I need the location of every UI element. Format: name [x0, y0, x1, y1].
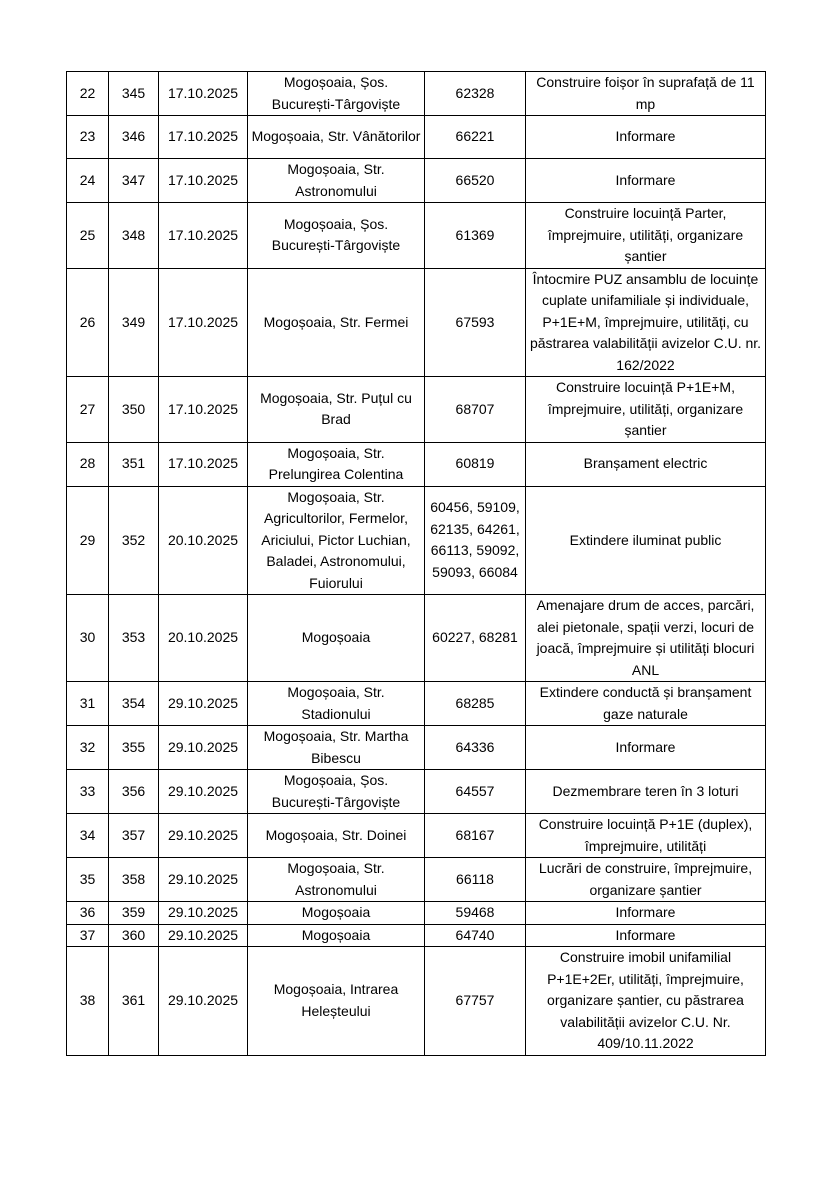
- location-cell: Mogoșoaia, Str. Prelungirea Colentina: [248, 442, 425, 486]
- registration-number-cell: 360: [109, 924, 159, 947]
- cadastral-number-cell: 61369: [425, 203, 526, 269]
- location-cell: Mogoșoaia: [248, 924, 425, 947]
- row-number-cell: 38: [67, 947, 109, 1056]
- row-number-cell: 25: [67, 203, 109, 269]
- location-cell: Mogoșoaia, Str. Martha Bibescu: [248, 726, 425, 770]
- cadastral-number-cell: 67593: [425, 268, 526, 377]
- location-cell: Mogoșoaia, Intrarea Heleșteului: [248, 947, 425, 1056]
- row-number-cell: 34: [67, 814, 109, 858]
- date-cell: 29.10.2025: [159, 902, 248, 925]
- table-row: [67, 203, 766, 269]
- date-cell: 17.10.2025: [159, 442, 248, 486]
- cadastral-number-cell: 64557: [425, 770, 526, 814]
- registration-number-cell: 350: [109, 377, 159, 443]
- row-number-cell: 33: [67, 770, 109, 814]
- registration-number-cell: 345: [109, 72, 159, 116]
- cadastral-number-cell: 66118: [425, 858, 526, 902]
- table-row: [67, 924, 766, 947]
- date-cell: 29.10.2025: [159, 814, 248, 858]
- table-row: [67, 116, 766, 159]
- location-cell: Mogoșoaia, Str. Fermei: [248, 268, 425, 377]
- row-number-cell: 36: [67, 902, 109, 925]
- date-cell: 29.10.2025: [159, 924, 248, 947]
- object-description-cell: Amenajare drum de acces, parcări, alei pietonale, spații verzi, locuri de joacă, împrejmuire și utilități blocuri ANL: [526, 595, 766, 682]
- object-description-cell: Construire locuință P+1E+M, împrejmuire, utilități, organizare șantier: [526, 377, 766, 443]
- object-description-cell: Informare: [526, 924, 766, 947]
- location-cell: Mogoșoaia, Str. Doinei: [248, 814, 425, 858]
- date-cell: 20.10.2025: [159, 595, 248, 682]
- date-cell: 17.10.2025: [159, 268, 248, 377]
- object-description-cell: Informare: [526, 159, 766, 203]
- cadastral-number-cell: 67757: [425, 947, 526, 1056]
- object-description-cell: Construire foișor în suprafață de 11 mp: [526, 72, 766, 116]
- registration-number-cell: 346: [109, 116, 159, 159]
- table-row: [67, 902, 766, 925]
- row-number-cell: 32: [67, 726, 109, 770]
- location-cell: Mogoșoaia, Str. Stadionului: [248, 682, 425, 726]
- object-description-cell: Construire locuință Parter, împrejmuire, utilități, organizare șantier: [526, 203, 766, 269]
- date-cell: 29.10.2025: [159, 858, 248, 902]
- registration-number-cell: 347: [109, 159, 159, 203]
- table-row: [67, 72, 766, 116]
- date-cell: 17.10.2025: [159, 116, 248, 159]
- object-description-cell: Informare: [526, 726, 766, 770]
- object-description-cell: Informare: [526, 902, 766, 925]
- object-description-cell: Extindere conductă și branșament gaze naturale: [526, 682, 766, 726]
- location-cell: Mogoșoaia: [248, 595, 425, 682]
- table-row: [67, 947, 766, 1056]
- table-row: [67, 858, 766, 902]
- location-cell: Mogoșoaia, Str. Astronomului: [248, 159, 425, 203]
- date-cell: 29.10.2025: [159, 770, 248, 814]
- row-number-cell: 37: [67, 924, 109, 947]
- location-cell: Mogoșoaia, Str. Astronomului: [248, 858, 425, 902]
- cadastral-number-cell: 68707: [425, 377, 526, 443]
- row-number-cell: 29: [67, 486, 109, 595]
- registry-table-body: [67, 72, 766, 1056]
- date-cell: 17.10.2025: [159, 72, 248, 116]
- table-row: [67, 682, 766, 726]
- cadastral-number-cell: 66520: [425, 159, 526, 203]
- registration-number-cell: 352: [109, 486, 159, 595]
- registration-number-cell: 357: [109, 814, 159, 858]
- date-cell: 29.10.2025: [159, 947, 248, 1056]
- object-description-cell: Construire imobil unifamilial P+1E+2Er, utilități, împrejmuire, organizare șantier, cu păstrarea valabilității avizelor C.U. Nr. 409/10.11.2022: [526, 947, 766, 1056]
- cadastral-number-cell: 68167: [425, 814, 526, 858]
- registration-number-cell: 359: [109, 902, 159, 925]
- row-number-cell: 30: [67, 595, 109, 682]
- table-row: [67, 159, 766, 203]
- cadastral-number-cell: 64740: [425, 924, 526, 947]
- object-description-cell: Construire locuință P+1E (duplex), împrejmuire, utilități: [526, 814, 766, 858]
- table-row: [67, 814, 766, 858]
- table-row: [67, 486, 766, 595]
- registration-number-cell: 354: [109, 682, 159, 726]
- date-cell: 29.10.2025: [159, 726, 248, 770]
- registration-number-cell: 349: [109, 268, 159, 377]
- cadastral-number-cell: 62328: [425, 72, 526, 116]
- row-number-cell: 27: [67, 377, 109, 443]
- registration-number-cell: 355: [109, 726, 159, 770]
- row-number-cell: 22: [67, 72, 109, 116]
- table-row: [67, 726, 766, 770]
- registration-number-cell: 348: [109, 203, 159, 269]
- date-cell: 17.10.2025: [159, 159, 248, 203]
- location-cell: Mogoșoaia, Șos. București-Târgoviște: [248, 72, 425, 116]
- object-description-cell: Întocmire PUZ ansamblu de locuințe cuplate unifamiliale și individuale, P+1E+M, împrejmuire, utilități, cu păstrarea valabilității avizelor C.U. nr. 162/2022: [526, 268, 766, 377]
- registration-number-cell: 356: [109, 770, 159, 814]
- registration-number-cell: 361: [109, 947, 159, 1056]
- registration-number-cell: 353: [109, 595, 159, 682]
- row-number-cell: 28: [67, 442, 109, 486]
- registration-number-cell: 358: [109, 858, 159, 902]
- cadastral-number-cell: 64336: [425, 726, 526, 770]
- registration-number-cell: 351: [109, 442, 159, 486]
- location-cell: Mogoșoaia, Șos. București-Târgoviște: [248, 203, 425, 269]
- date-cell: 17.10.2025: [159, 203, 248, 269]
- table-row: [67, 377, 766, 443]
- row-number-cell: 23: [67, 116, 109, 159]
- location-cell: Mogoșoaia, Str. Puțul cu Brad: [248, 377, 425, 443]
- object-description-cell: Extindere iluminat public: [526, 486, 766, 595]
- cadastral-number-cell: 60819: [425, 442, 526, 486]
- cadastral-number-cell: 60227, 68281: [425, 595, 526, 682]
- row-number-cell: 24: [67, 159, 109, 203]
- cadastral-number-cell: 66221: [425, 116, 526, 159]
- table-row: [67, 442, 766, 486]
- location-cell: Mogoșoaia, Șos. București-Târgoviște: [248, 770, 425, 814]
- cadastral-number-cell: 68285: [425, 682, 526, 726]
- location-cell: Mogoșoaia, Str. Vânătorilor: [248, 116, 425, 159]
- table-row: [67, 595, 766, 682]
- location-cell: Mogoșoaia, Str. Agricultorilor, Fermelor, Ariciului, Pictor Luchian, Baladei, Astronomului, Fuiorului: [248, 486, 425, 595]
- object-description-cell: Branșament electric: [526, 442, 766, 486]
- table-row: [67, 770, 766, 814]
- cadastral-number-cell: 59468: [425, 902, 526, 925]
- date-cell: 17.10.2025: [159, 377, 248, 443]
- date-cell: 29.10.2025: [159, 682, 248, 726]
- row-number-cell: 35: [67, 858, 109, 902]
- row-number-cell: 26: [67, 268, 109, 377]
- object-description-cell: Lucrări de construire, împrejmuire, organizare șantier: [526, 858, 766, 902]
- registry-table: [66, 71, 766, 1056]
- location-cell: Mogoșoaia: [248, 902, 425, 925]
- object-description-cell: Informare: [526, 116, 766, 159]
- row-number-cell: 31: [67, 682, 109, 726]
- table-row: [67, 268, 766, 377]
- object-description-cell: Dezmembrare teren în 3 loturi: [526, 770, 766, 814]
- date-cell: 20.10.2025: [159, 486, 248, 595]
- cadastral-number-cell: 60456, 59109, 62135, 64261, 66113, 59092, 59093, 66084: [425, 486, 526, 595]
